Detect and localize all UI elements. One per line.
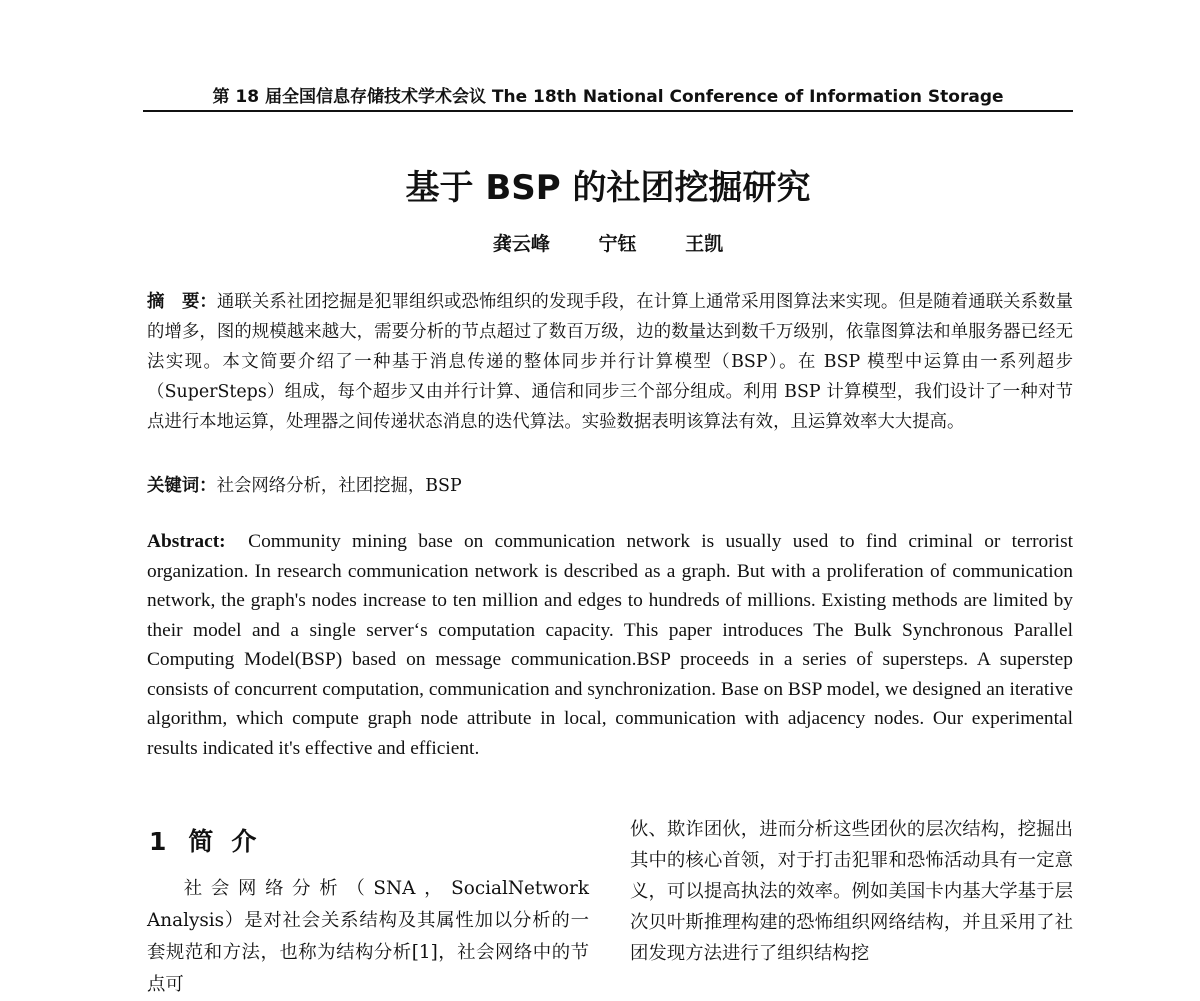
keywords	[147, 472, 1073, 500]
section-title: 简介	[188, 827, 275, 856]
author-name: 王凯	[685, 233, 724, 255]
abstract-english-label: Abstract:	[147, 531, 226, 552]
author-list	[143, 229, 1073, 256]
keywords-label: 关键词：	[147, 476, 217, 496]
body-column-right: 伙、欺诈团伙，进而分析这些团伙的层次结构，挖掘出其中的核心首领，对于打击犯罪和恐怖活动具有一定意义，可以提高执法的效率。例如美国卡内基大学基于层次贝叶斯推理构建的恐怖组织网络结构，并且采用了社团发现方法进行了组织结构挖	[630, 819, 1073, 964]
abstract-english	[147, 527, 1073, 763]
abstract-chinese-text: 通联关系社团挖掘是犯罪组织或恐怖组织的发现手段，在计算上通常采用图算法来实现。但是随着通联关系数量的增多，图的规模越来越大，需要分析的节点超过了数百万级，边的数量达到数千万级别，依靠图算法和单服务器已经无法实现。本文简要介绍了一种基于消息传递的整体同步并行计算模型（BSP）。在 BSP 模型中运算由一系列超步（SuperSteps）组成，每个超步又由并行计算、通信和同步三个部分组成。利用 BSP 计算模型，我们设计了一种对节点进行本地运算，处理器之间传递状态消息的迭代算法。实验数据表明该算法有效，且运算效率大大提高。	[147, 292, 1073, 432]
abstract-chinese	[147, 287, 1073, 437]
author-name: 龚云峰	[492, 233, 550, 255]
section-number: 1	[149, 827, 167, 856]
paper-title: 基于 BSP 的社团挖掘研究	[405, 168, 811, 208]
section-heading	[149, 822, 274, 858]
abstract-english-text: Community mining base on communication network is usually used to find criminal or terrorist organization. In research communication network is described as a graph. But with a proliferation of communication network, the graph's nodes increase to ten million and edges to hundreds of millions. Existing methods are limited by their model and a single server‘s computation capacity. This paper introduces The Bulk Synchronous Parallel Computing Model(BSP) based on message communication.BSP proceeds in a series of supersteps. A superstep consists of concurrent computation, communication and synchronization. Base on BSP model, we designed an iterative algorithm, which compute graph node attribute in local, communication with adjacency nodes. Our experimental results indicated it's effective and efficient.	[147, 531, 1073, 759]
abstract-chinese-label: 摘 要：	[147, 292, 217, 312]
running-header: 第 18 届全国信息存储技术学术会议 The 18th National Conference of Information Storage	[212, 87, 1004, 107]
header-rule	[143, 110, 1073, 112]
keywords-text: 社会网络分析，社团挖掘，BSP	[216, 476, 462, 496]
body-column-left: 社会网络分析（SNA，SocialNetwork Analysis）是对社会关系结构及其属性加以分析的一套规范和方法，也称为结构分析[1]，社会网络中的节点可	[147, 878, 589, 995]
author-name: 宁钰	[598, 233, 637, 255]
